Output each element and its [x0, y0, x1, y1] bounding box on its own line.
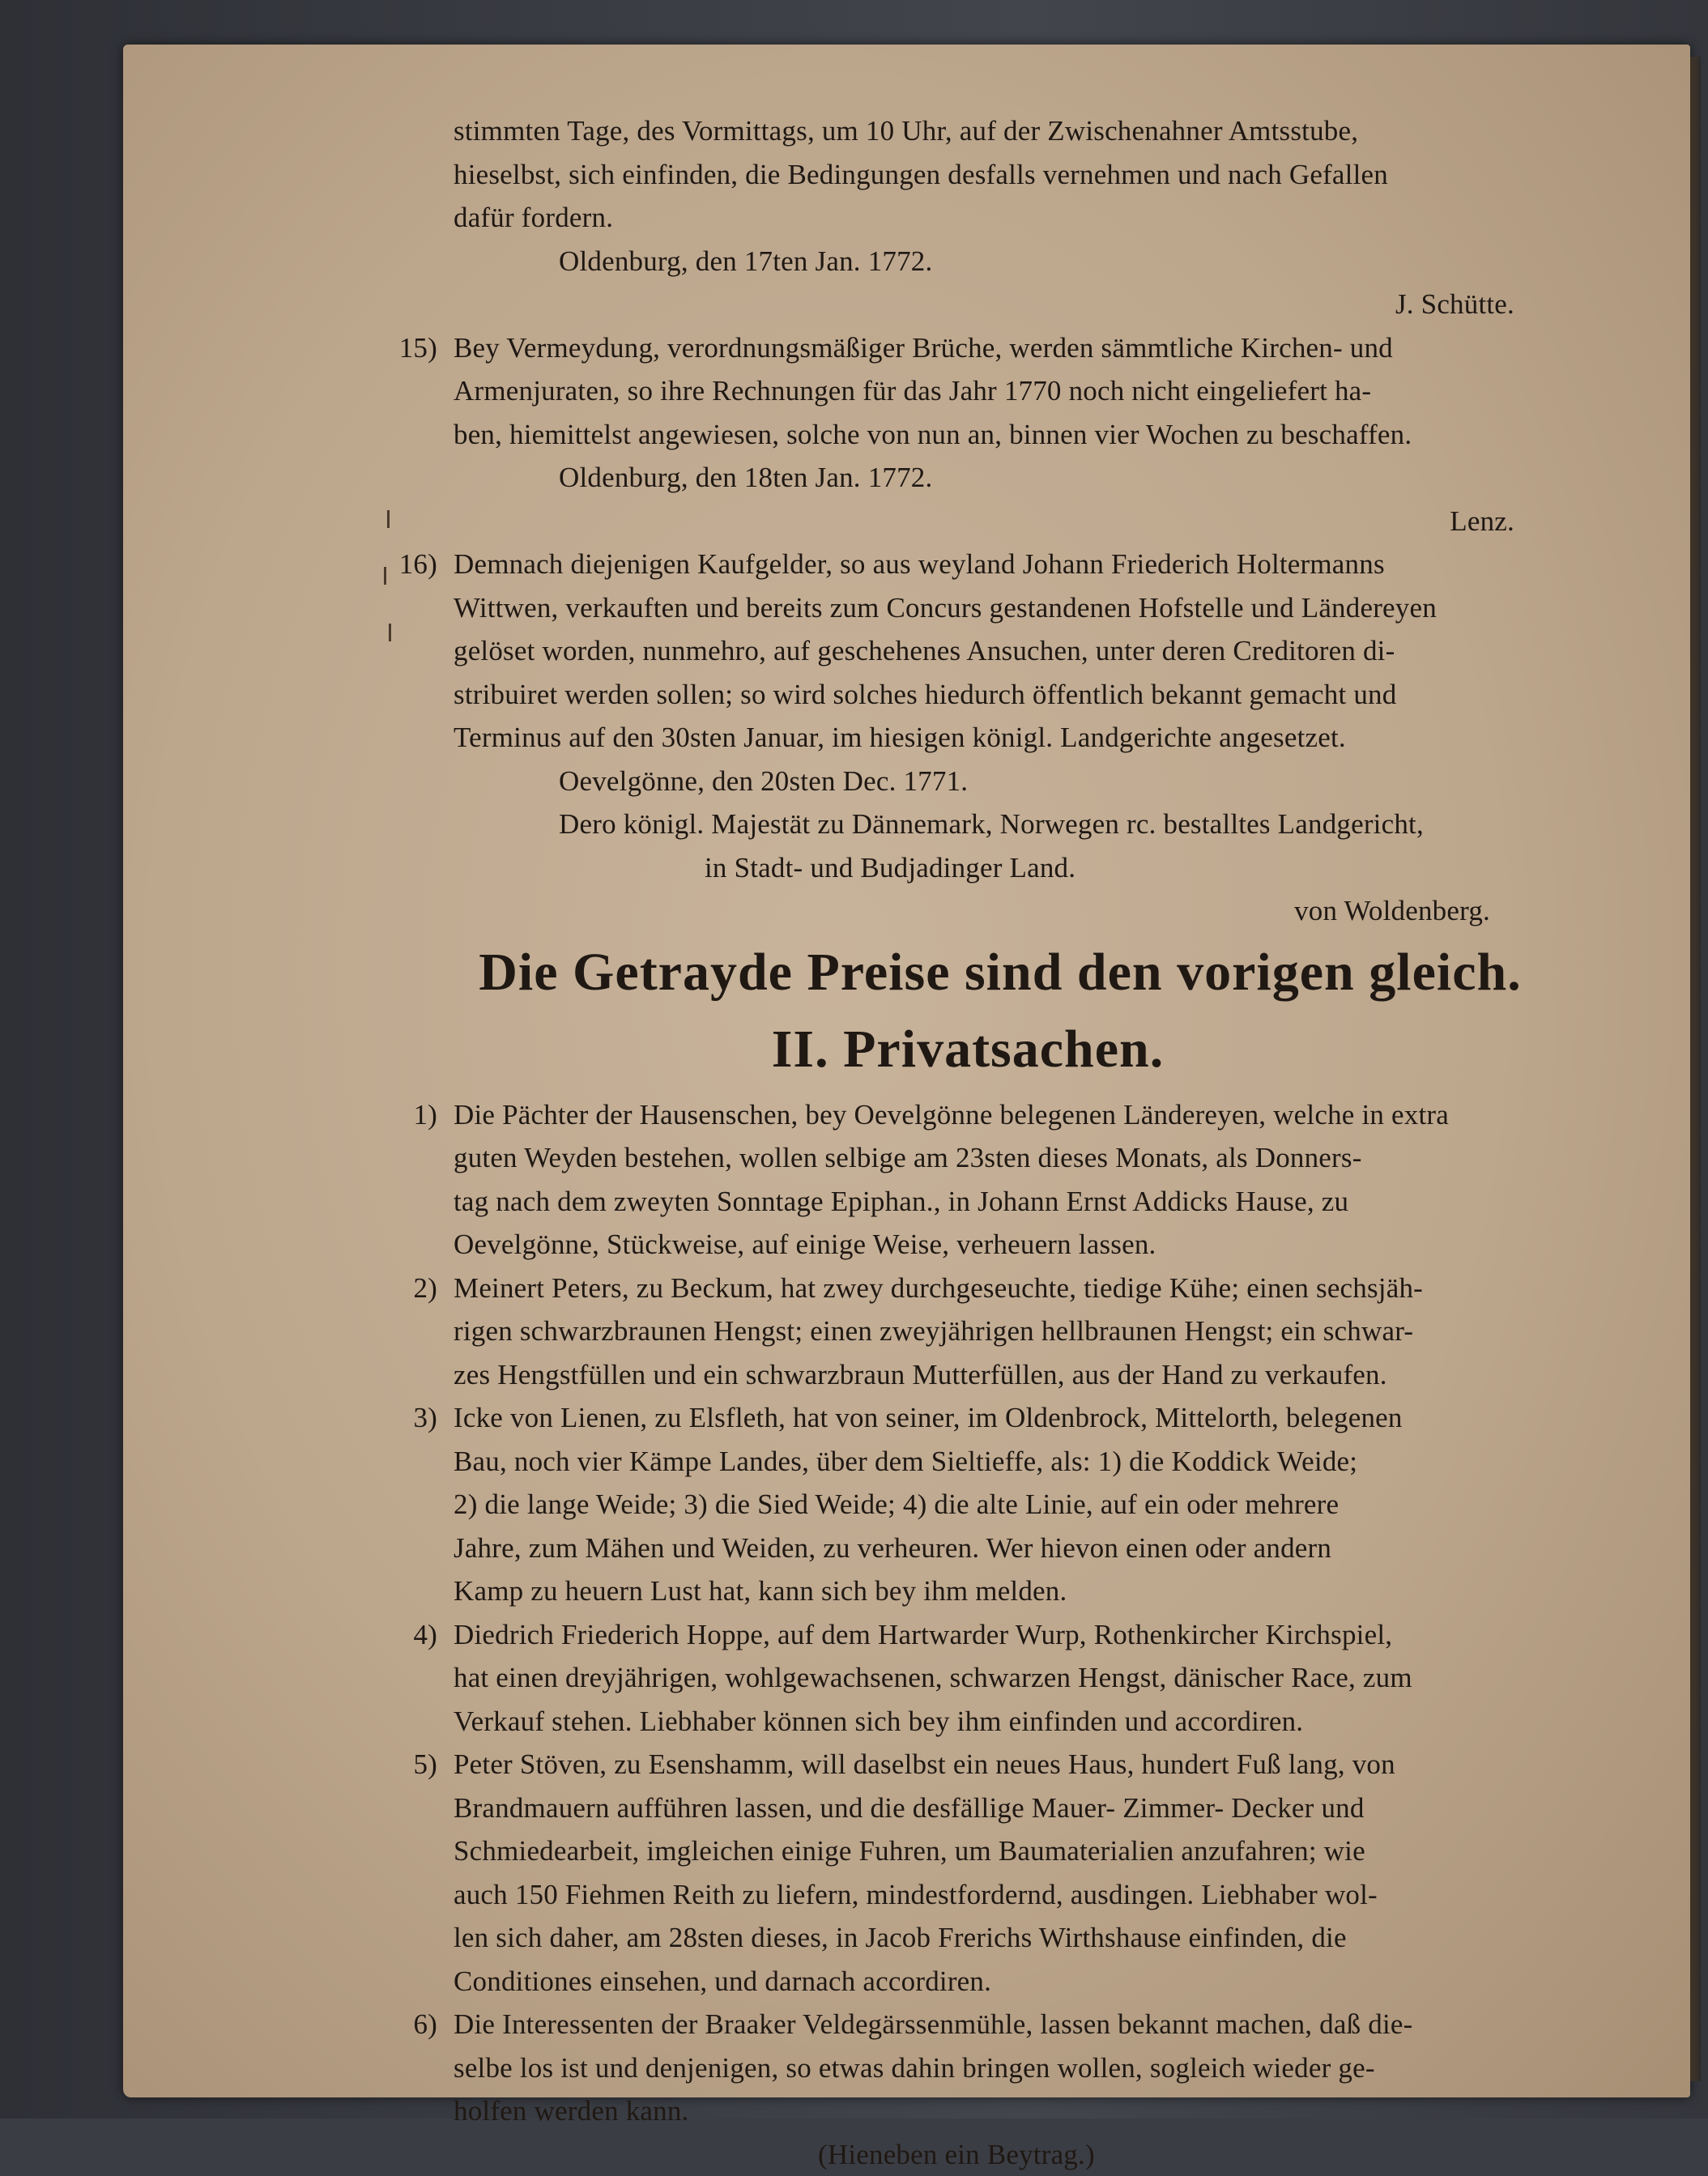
notice-signature: von Woldenberg. — [454, 889, 1579, 933]
text-line: selbe los ist und denjenigen, so etwas dahin bringen wollen, sogleich wieder ge- — [454, 2046, 1579, 2090]
text-line: stribuiret werden sollen; so wird solches hiedurch öffentlich bekannt gemacht und — [454, 673, 1579, 717]
text-line: Peter Stöven, zu Esenshamm, will daselbst ein neues Haus, hundert Fuß lang, von — [454, 1743, 1579, 1786]
text-line: Bau, noch vier Kämpe Landes, über dem Sieltieffe, als: 1) die Koddick Weide; — [454, 1440, 1579, 1484]
private-item-2 — [454, 1267, 1579, 1397]
notice-date: Oevelgönne, den 20sten Dec. 1771. — [454, 760, 1579, 803]
continuation-notice — [454, 109, 1579, 326]
text-line: Icke von Lienen, zu Elsfleth, hat von seiner, im Oldenbrock, Mittelorth, belegenen — [454, 1396, 1579, 1440]
item-number: 5) — [364, 1743, 437, 1786]
text-line: hieselbst, sich einfinden, die Bedingungen desfalls vernehmen und nach Gefallen — [454, 153, 1579, 197]
text-line: Die Interessenten der Braaker Veldegärssenmühle, lassen bekannt machen, daß die- — [454, 2003, 1579, 2046]
item-number: 2) — [364, 1267, 437, 1310]
notice-date: Oldenburg, den 18ten Jan. 1772. — [454, 456, 1579, 500]
notice-office: Dero königl. Majestät zu Dännemark, Norwegen rc. bestalltes Landgericht, — [454, 803, 1579, 846]
private-item-1 — [454, 1093, 1579, 1267]
text-line: Bey Vermeydung, verordnungsmäßiger Brüche, werden sämmtliche Kirchen- und — [454, 326, 1579, 370]
notice-15 — [454, 326, 1579, 543]
text-line: Brandmauern aufführen lassen, und die desfällige Mauer- Zimmer- Decker und — [454, 1786, 1579, 1830]
item-number: 4) — [364, 1613, 437, 1657]
notice-16 — [454, 543, 1579, 933]
item-number: 3) — [364, 1396, 437, 1440]
text-line: hat einen dreyjährigen, wohlgewachsenen, schwarzen Hengst, dänischer Race, zum — [454, 1656, 1579, 1700]
item-number: 1) — [364, 1093, 437, 1137]
item-number: 6) — [364, 2003, 437, 2046]
text-line: 2) die lange Weide; 3) die Sied Weide; 4) die alte Linie, auf ein oder mehrere — [454, 1483, 1579, 1527]
notice-signature: Lenz. — [454, 500, 1579, 543]
text-line: zes Hengstfüllen und ein schwarzbraun Mutterfüllen, aus der Hand zu verkaufen. — [454, 1353, 1579, 1397]
text-line: rigen schwarzbraunen Hengst; einen zweyjährigen hellbraunen Hengst; ein schwar- — [454, 1309, 1579, 1353]
text-line: Meinert Peters, zu Beckum, hat zwey durchgeseuchte, tiedige Kühe; einen sechsjäh- — [454, 1267, 1579, 1310]
text-line: holfen werden kann. — [454, 2089, 1579, 2133]
private-item-3 — [454, 1396, 1579, 1613]
private-item-5 — [454, 1743, 1579, 2003]
text-line: Wittwen, verkauften und bereits zum Concurs gestandenen Hofstelle und Ländereyen — [454, 586, 1579, 630]
text-line: Conditiones einsehen, und darnach accordiren. — [454, 1960, 1579, 2004]
text-line: Armenjuraten, so ihre Rechnungen für das Jahr 1770 noch nicht eingeliefert ha- — [454, 369, 1579, 413]
text-line: ben, hiemittelst angewiesen, solche von nun an, binnen vier Wochen zu beschaffen. — [454, 413, 1579, 457]
text-line: dafür fordern. — [454, 196, 1579, 240]
notice-number: 16) — [364, 543, 437, 586]
text-line: auch 150 Fiehmen Reith zu liefern, mindestfordernd, ausdingen. Liebhaber wol- — [454, 1873, 1579, 1917]
text-line: Verkauf stehen. Liebhaber können sich bey ihm einfinden und accordiren. — [454, 1700, 1579, 1744]
private-item-6 — [454, 2003, 1579, 2133]
notice-number: 15) — [364, 326, 437, 370]
text-line: gelöset worden, nunmehro, auf geschehenes Ansuchen, unter deren Creditoren di- — [454, 629, 1579, 673]
grain-prices-heading: Die Getrayde Preise sind den vorigen gleich. — [421, 936, 1579, 1009]
text-line: Jahre, zum Mähen und Weiden, zu verheuren. Wer hievon einen oder andern — [454, 1527, 1579, 1570]
text-line: Diedrich Friederich Hoppe, auf dem Hartwarder Wurp, Rothenkircher Kirchspiel, — [454, 1613, 1579, 1657]
text-line: Oevelgönne, Stückweise, auf einige Weise, verheuern lassen. — [454, 1223, 1579, 1267]
text-line: Demnach diejenigen Kaufgelder, so aus weyland Johann Friederich Holtermanns — [454, 543, 1579, 586]
text-line: stimmten Tage, des Vormittags, um 10 Uhr, auf der Zwischenahner Amtsstube, — [454, 109, 1579, 153]
section-heading: II. Privatsachen. — [356, 1011, 1579, 1088]
text-line: Kamp zu heuern Lust hat, kann sich bey ihm melden. — [454, 1569, 1579, 1613]
text-line: Schmiedearbeit, imgleichen einige Fuhren, um Baumaterialien anzufahren; wie — [454, 1829, 1579, 1873]
private-item-4 — [454, 1613, 1579, 1744]
text-line: Die Pächter der Hausenschen, bey Oevelgönne belegenen Ländereyen, welche in extra — [454, 1093, 1579, 1137]
notice-date: Oldenburg, den 17ten Jan. 1772. — [454, 240, 1579, 283]
notice-office: in Stadt- und Budjadinger Land. — [454, 846, 1579, 890]
closing-note: (Hieneben ein Beytrag.) — [454, 2133, 1579, 2176]
margin-mark — [389, 624, 391, 641]
text-line: tag nach dem zweyten Sonntage Epiphan., in Johann Ernst Addicks Hause, zu — [454, 1180, 1579, 1224]
text-line: len sich daher, am 28sten dieses, in Jacob Frerichs Wirthshause einfinden, die — [454, 1916, 1579, 1960]
text-line: guten Weyden bestehen, wollen selbige am 23sten dieses Monats, als Donners- — [454, 1136, 1579, 1180]
notice-signature: J. Schütte. — [454, 283, 1579, 326]
page-text — [454, 109, 1579, 2176]
text-line: Terminus auf den 30sten Januar, im hiesigen königl. Landgerichte angesetzet. — [454, 716, 1579, 760]
margin-mark — [387, 510, 390, 528]
